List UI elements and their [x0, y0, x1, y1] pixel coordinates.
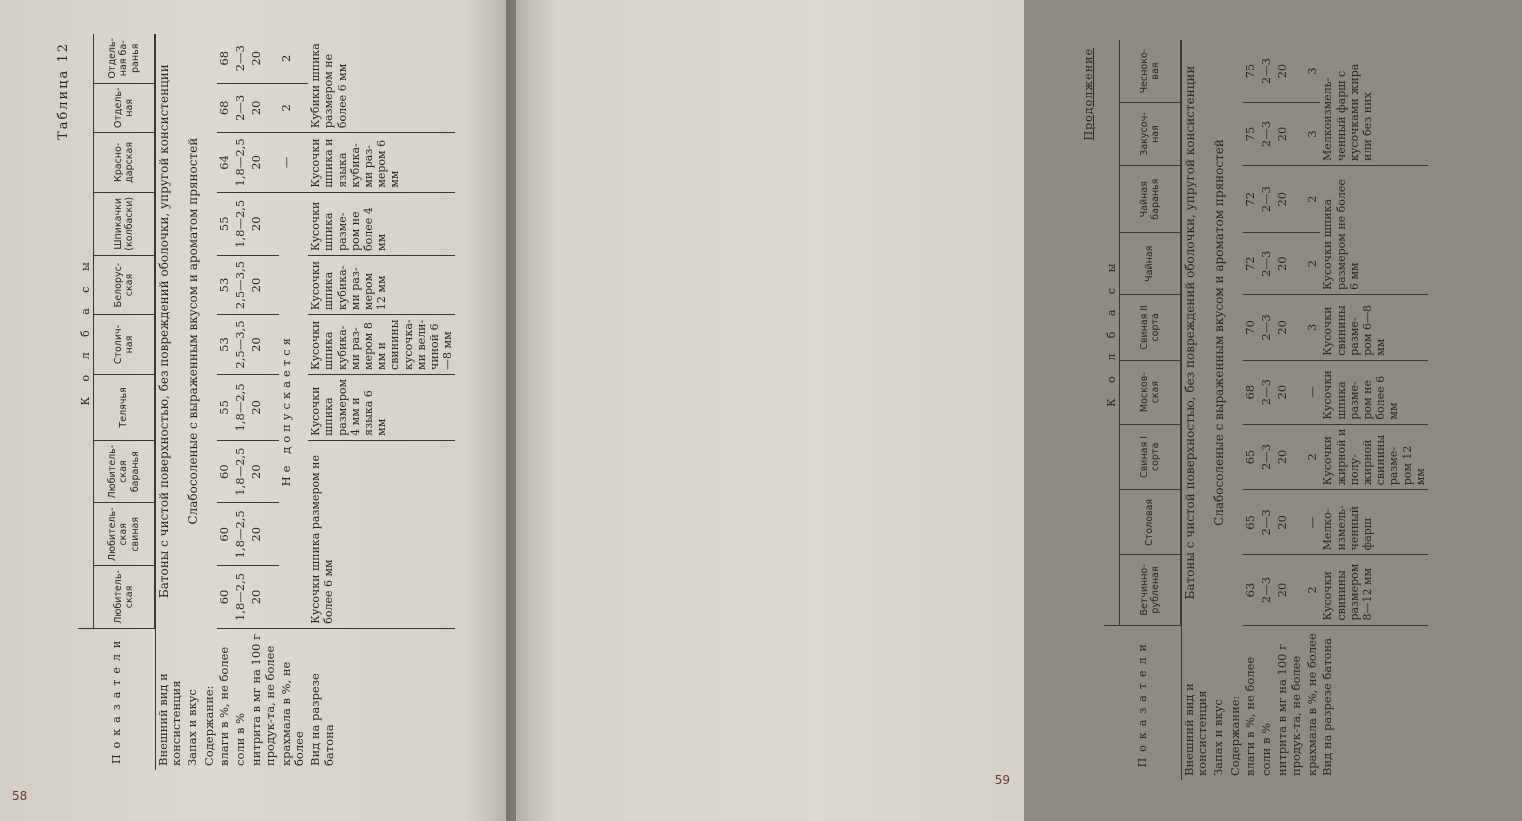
- row-label-moisture: влаги в %, не более: [217, 646, 232, 766]
- starch-cell: 3: [1305, 40, 1321, 103]
- column-header: Чайная: [1120, 233, 1182, 295]
- row-label-starch: крахмала в %, не более: [1304, 633, 1319, 776]
- cut-cell: Кусочки шпика и языка кубика-ми раз-мером 6 мм: [308, 133, 455, 193]
- row-label-smell: Запах и вкус: [1211, 699, 1226, 776]
- salt-cell: 1,8—2,5: [233, 440, 249, 503]
- salt-cell: 2,5—3,5: [233, 315, 249, 375]
- starch-cell: 2: [279, 83, 309, 133]
- moisture-cell: 60: [217, 440, 233, 503]
- column-header: Свиная II сорта: [1120, 295, 1182, 361]
- left-sausage-table: [78, 34, 455, 770]
- moisture-cell: 65: [1243, 490, 1259, 555]
- salt-cell: 2—3: [1259, 103, 1275, 166]
- nitrite-cell: 20: [1275, 233, 1305, 295]
- smell-text: Слабосоленые с выраженным вкусом и ароматом пряностей: [1212, 139, 1227, 526]
- moisture-cell: 53: [217, 255, 233, 314]
- row-label-content: Содержание:: [1227, 695, 1242, 776]
- salt-cell: 2—3: [1259, 295, 1275, 361]
- left-page: [0, 0, 508, 821]
- page-number: 58: [12, 789, 28, 803]
- starch-cell: 3: [1305, 103, 1321, 166]
- row-label-appearance: Внешний вид и консистенция: [1181, 683, 1210, 776]
- nitrite-cell: 20: [1275, 490, 1305, 555]
- salt-cell: 1,8—2,5: [233, 192, 249, 255]
- column-header: Шпикачки (колбаски): [94, 192, 156, 255]
- column-header: Столовая: [1120, 490, 1182, 555]
- continuation-label: Продолжение: [1082, 48, 1095, 141]
- row-label-salt: соли в %: [1259, 722, 1274, 776]
- starch-not-allowed: Не допускается: [279, 192, 309, 628]
- row-label-cut-view: Вид на разрезе батона: [1320, 637, 1335, 776]
- salt-cell: 2—3: [233, 34, 249, 83]
- column-header: Белорус-ская: [94, 255, 156, 314]
- column-header: Столич-ная: [94, 315, 156, 375]
- nitrite-cell: 20: [249, 192, 279, 255]
- column-header: Любитель-ская: [94, 566, 156, 629]
- column-header: Красно-дарская: [94, 133, 156, 193]
- moisture-cell: 68: [217, 34, 233, 83]
- moisture-cell: 55: [217, 192, 233, 255]
- salt-cell: 2,5—3,5: [233, 255, 249, 314]
- nitrite-cell: 20: [249, 133, 279, 193]
- moisture-cell: 60: [217, 503, 233, 566]
- starch-cell: 2: [1305, 233, 1321, 295]
- salt-cell: 1,8—2,5: [233, 503, 249, 566]
- salt-cell: 2—3: [1259, 424, 1275, 490]
- moisture-cell: 65: [1243, 424, 1259, 490]
- indicator-header: Показатели: [1104, 625, 1181, 780]
- indicator-header: Показатели: [78, 628, 155, 770]
- salt-cell: 2—3: [1259, 360, 1275, 424]
- row-label-smell: Запах и вкус: [185, 689, 200, 766]
- cut-cell: Кусочки свинины размером 8—12 мм: [1320, 555, 1428, 625]
- moisture-cell: 55: [217, 374, 233, 440]
- group-header: К о л б а с ы: [78, 34, 94, 628]
- starch-cell: 2: [1305, 424, 1321, 490]
- left-rotated-table-block: [56, 34, 496, 770]
- nitrite-cell: 20: [249, 255, 279, 314]
- nitrite-cell: 20: [249, 83, 279, 133]
- appearance-text: Батоны с чистой поверхностью, без повреждений оболочки, упругой консистенции: [157, 64, 172, 599]
- moisture-cell: 63: [1243, 555, 1259, 625]
- moisture-cell: 75: [1243, 40, 1259, 103]
- cut-cell: Кусочки свинины разме-ром 6—8 мм: [1320, 295, 1428, 361]
- moisture-cell: 68: [1243, 360, 1259, 424]
- cut-cell: Кусочки шпика разме-ром не более 4 мм: [308, 192, 455, 255]
- column-header: Любитель-ская свиная: [94, 503, 156, 566]
- cut-cell: Мелкоизмель-ченный фарш с кусочками жира или без них: [1320, 40, 1428, 165]
- nitrite-cell: 20: [249, 503, 279, 566]
- nitrite-cell: 20: [249, 374, 279, 440]
- moisture-cell: 64: [217, 133, 233, 193]
- starch-cell: 2: [1305, 165, 1321, 232]
- salt-cell: 2—3: [1259, 555, 1275, 625]
- moisture-cell: 68: [217, 83, 233, 133]
- cut-cell: Кусочки шпика кубика-ми раз-мером 8 мм и свинины кусочка-ми вели-чиной 6—8 мм: [308, 315, 455, 375]
- moisture-cell: 53: [217, 315, 233, 375]
- nitrite-cell: 20: [1275, 40, 1305, 103]
- salt-cell: 2—3: [1259, 165, 1275, 232]
- cut-cell: Кусочки жирной и полу-жирной свинины разме-ром 12 мм: [1320, 424, 1428, 490]
- row-label-salt: соли в %: [233, 712, 248, 766]
- moisture-cell: 72: [1243, 233, 1259, 295]
- cut-cell: Кусочки шпика размером не более 6 мм: [308, 440, 455, 628]
- row-label-nitrite: нитрита в мг на 100 г продук-та, не более: [249, 633, 277, 766]
- row-label-appearance: Внешний вид и консистенция: [155, 673, 184, 766]
- row-label-starch: крахмала в %, не более: [278, 661, 307, 766]
- column-header: Чайная баранья: [1120, 165, 1182, 232]
- starch-cell: 3: [1305, 295, 1321, 361]
- salt-cell: 2—3: [1259, 233, 1275, 295]
- salt-cell: 1,8—2,5: [233, 566, 249, 629]
- nitrite-cell: 20: [249, 440, 279, 503]
- column-header: Отдель-ная: [94, 83, 156, 133]
- starch-cell: —: [279, 133, 309, 193]
- row-label-moisture: влаги в %, не более: [1243, 656, 1258, 776]
- cut-cell: Кусочки шпика кубика-ми раз-мером 12 мм: [308, 255, 455, 314]
- right-sausage-table: [1104, 40, 1428, 780]
- nitrite-cell: 20: [1275, 424, 1305, 490]
- starch-cell: —: [1305, 490, 1321, 555]
- column-header: Чесноко-вая: [1120, 40, 1182, 103]
- cut-cell: Кусочки шпика разме-ром не более 6 мм: [1320, 360, 1428, 424]
- column-header: Свиная I сорта: [1120, 424, 1182, 490]
- row-label-cut-view: Вид на разрезе батона: [308, 673, 337, 766]
- nitrite-cell: 20: [1275, 360, 1305, 424]
- nitrite-cell: 20: [1275, 295, 1305, 361]
- nitrite-cell: 20: [1275, 103, 1305, 166]
- column-header: Телячья: [94, 374, 156, 440]
- starch-cell: 2: [279, 34, 309, 83]
- moisture-cell: 70: [1243, 295, 1259, 361]
- right-rotated-table-block: [1082, 40, 1522, 780]
- column-header: Москов-ская: [1120, 360, 1182, 424]
- nitrite-cell: 20: [1275, 555, 1305, 625]
- column-header: Любитель-ская баранья: [94, 440, 156, 503]
- cut-cell: Кусочки шпика размером не более 6 мм: [1320, 165, 1428, 294]
- cut-cell: Кусочки шпика размером 4 мм и языка 6 мм: [308, 374, 455, 440]
- cut-cell: Мелко-измель-ченный фарш: [1320, 490, 1428, 555]
- salt-cell: 2—3: [1259, 490, 1275, 555]
- salt-cell: 2—3: [1259, 40, 1275, 103]
- column-header: Отдель-ная ба-ранья: [94, 34, 156, 83]
- starch-cell: —: [1305, 360, 1321, 424]
- group-header: К о л б а с ы: [1104, 40, 1120, 625]
- cut-cell: Кубики шпика размером не более 6 мм: [308, 34, 455, 133]
- nitrite-cell: 20: [249, 566, 279, 629]
- table-title: Таблица 12: [56, 42, 71, 140]
- moisture-cell: 72: [1243, 165, 1259, 232]
- column-header: Закусоч-ная: [1120, 103, 1182, 166]
- appearance-text: Батоны с чистой поверхностью, без повреждений оболочки, упругой консистенции: [1183, 65, 1198, 600]
- salt-cell: 2—3: [233, 83, 249, 133]
- nitrite-cell: 20: [1275, 165, 1305, 232]
- moisture-cell: 60: [217, 566, 233, 629]
- right-page: [516, 0, 1427, 821]
- moisture-cell: 75: [1243, 103, 1259, 166]
- nitrite-cell: 20: [249, 315, 279, 375]
- column-header: Ветчинно-рубленая: [1120, 555, 1182, 625]
- smell-text: Слабосоленые с выраженным вкусом и ароматом пряностей: [186, 137, 201, 525]
- row-label-nitrite: нитрита в мг на 100 г продук-та, не более: [1275, 643, 1303, 776]
- salt-cell: 1,8—2,5: [233, 133, 249, 193]
- nitrite-cell: 20: [249, 34, 279, 83]
- salt-cell: 1,8—2,5: [233, 374, 249, 440]
- starch-cell: 2: [1305, 555, 1321, 625]
- page-number: 59: [994, 773, 1010, 787]
- row-label-content: Содержание:: [201, 685, 216, 766]
